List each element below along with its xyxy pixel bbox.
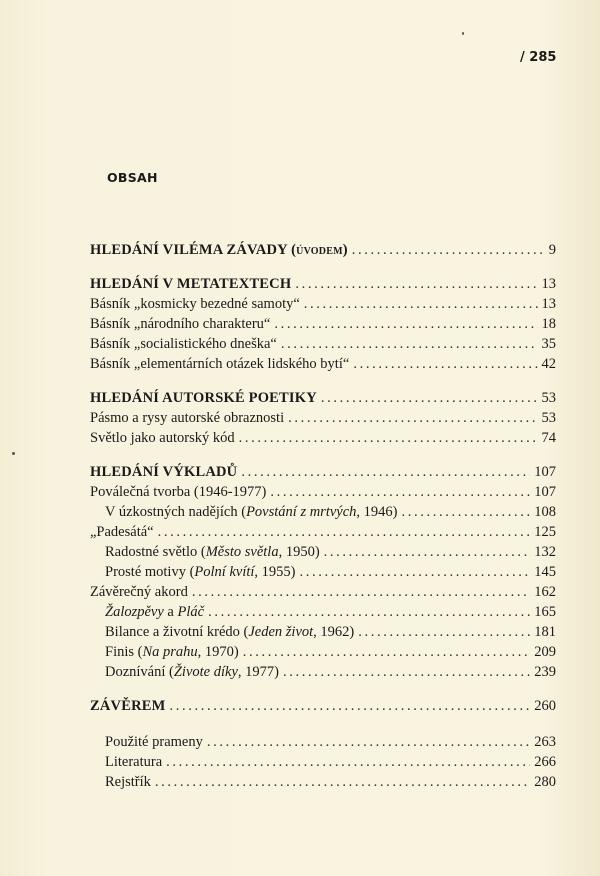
toc-chapter-row	[90, 274, 556, 294]
entry-text: Radostné světlo (	[105, 544, 206, 560]
toc-entry-title	[90, 696, 166, 716]
work-title: Jeden život	[248, 624, 314, 640]
toc-page-number: 266	[534, 754, 556, 770]
entry-text: V úzkostných nadějích (	[105, 504, 247, 520]
toc-page-number: 132	[534, 544, 556, 560]
toc-entry-title	[105, 622, 354, 642]
toc-entry-title	[105, 772, 151, 792]
entry-text: Básník „socialistického dneška“	[90, 336, 277, 352]
entry-text: Závěrečný akord	[90, 584, 188, 600]
entry-text: Použité prameny	[105, 734, 203, 750]
work-title: Žalozpěvy	[105, 604, 164, 620]
toc-page-number: 107	[534, 484, 556, 500]
contents-heading: OBSAH	[107, 170, 158, 185]
dot-leader	[358, 622, 530, 642]
entry-text: „Padesátá“	[90, 524, 154, 540]
toc-entry-title	[90, 428, 235, 448]
entry-text: Literatura	[105, 754, 163, 770]
toc-entry-row	[90, 408, 556, 428]
toc-entry-title	[105, 662, 279, 682]
toc-entry-title	[90, 240, 348, 260]
toc-entry-title	[90, 334, 277, 354]
page-number: / 285	[520, 50, 557, 65]
section-gap	[90, 374, 556, 388]
toc-entry-title	[90, 408, 284, 428]
work-title: Město světla	[205, 544, 279, 560]
dot-leader	[274, 314, 537, 334]
entry-text: HLEDÁNÍ V METATEXTECH	[90, 276, 292, 292]
entry-text: , 1950)	[278, 544, 320, 560]
dot-leader	[155, 772, 530, 792]
section-gap	[90, 716, 556, 732]
toc-page-number: 13	[541, 296, 556, 312]
entry-text: , 1977)	[237, 664, 279, 680]
toc-page-number: 165	[534, 604, 556, 620]
toc-entry-row	[90, 314, 556, 334]
toc-page-number: 181	[534, 624, 556, 640]
toc-entry-row	[90, 732, 556, 752]
dot-leader	[295, 274, 537, 294]
toc-entry-title	[90, 314, 270, 334]
toc-page-number: 9	[548, 242, 556, 258]
table-of-contents	[90, 240, 556, 792]
section-gap	[90, 260, 556, 274]
dot-leader	[207, 732, 530, 752]
entry-text: Prosté motivy (	[105, 564, 195, 580]
entry-text: Básník „národního charakteru“	[90, 316, 271, 332]
toc-entry-title	[105, 602, 204, 622]
toc-page-number: 74	[541, 430, 556, 446]
dot-leader	[241, 462, 530, 482]
toc-entry-row	[90, 602, 556, 622]
section-gap	[90, 448, 556, 462]
toc-entry-title	[105, 502, 398, 522]
toc-entry-title	[90, 274, 291, 294]
toc-entry-row	[90, 334, 556, 354]
toc-entry-row	[90, 622, 556, 642]
toc-page-number: 263	[534, 734, 556, 750]
toc-page-number: 35	[541, 336, 556, 352]
toc-page-number: 239	[534, 664, 556, 680]
toc-entry-row	[90, 562, 556, 582]
dot-leader	[353, 354, 537, 374]
dot-leader	[270, 482, 530, 502]
dot-leader	[321, 388, 538, 408]
dot-leader	[324, 542, 531, 562]
entry-text: HLEDÁNÍ AUTORSKÉ POETIKY	[90, 390, 317, 406]
toc-entry-row	[90, 772, 556, 792]
dot-leader	[281, 334, 538, 354]
toc-page-number: 260	[534, 698, 556, 714]
dot-leader	[288, 408, 537, 428]
entry-text: Básník „kosmicky bezedné samoty“	[90, 296, 300, 312]
toc-chapter-row	[90, 388, 556, 408]
dot-leader	[239, 428, 538, 448]
entry-text: , 1946)	[356, 504, 398, 520]
toc-entry-row	[90, 294, 556, 314]
work-title: Živote díky	[173, 664, 238, 680]
toc-page-number: 108	[534, 504, 556, 520]
toc-entry-title	[90, 582, 188, 602]
toc-entry-title	[90, 294, 300, 314]
toc-entry-title	[105, 732, 203, 752]
dot-leader	[352, 240, 545, 260]
toc-entry-title	[90, 522, 154, 542]
entry-text: Básník „elementárních otázek lidského bytí“	[90, 356, 350, 372]
toc-page-number: 107	[534, 464, 556, 480]
toc-chapter-row	[90, 696, 556, 716]
toc-entry-row	[90, 354, 556, 374]
dot-leader	[208, 602, 530, 622]
entry-text: Rejstřík	[105, 774, 151, 790]
entry-text: Pásmo a rysy autorské obraznosti	[90, 410, 285, 426]
dot-leader	[243, 642, 530, 662]
toc-page-number: 42	[541, 356, 556, 372]
toc-page-number: 18	[541, 316, 556, 332]
toc-entry-row	[90, 642, 556, 662]
dot-leader	[402, 502, 531, 522]
toc-entry-row	[90, 542, 556, 562]
print-speck	[12, 452, 15, 455]
dot-leader	[283, 662, 530, 682]
toc-entry-title	[105, 542, 320, 562]
toc-entry-row	[90, 752, 556, 772]
dot-leader	[170, 696, 531, 716]
toc-entry-title	[90, 482, 266, 502]
toc-page-number: 162	[534, 584, 556, 600]
toc-entry-title	[105, 752, 162, 772]
entry-text: ZÁVĚREM	[90, 698, 166, 714]
entry-text: Finis (	[105, 644, 143, 660]
dot-leader	[166, 752, 530, 772]
work-title: Na prahu	[142, 644, 198, 660]
dot-leader	[158, 522, 531, 542]
toc-page-number: 280	[534, 774, 556, 790]
toc-entry-row	[90, 482, 556, 502]
toc-entry-row	[90, 662, 556, 682]
section-gap	[90, 682, 556, 696]
toc-entry-title	[90, 462, 237, 482]
toc-page-number: 53	[541, 390, 556, 406]
toc-page-number: 53	[541, 410, 556, 426]
entry-text: HLEDÁNÍ VÝKLADŮ	[90, 464, 238, 480]
entry-text: a	[163, 604, 178, 620]
toc-page-number: 209	[534, 644, 556, 660]
entry-text: Bilance a životní krédo (	[105, 624, 249, 640]
toc-entry-title	[105, 562, 296, 582]
toc-entry-title	[105, 642, 239, 662]
entry-text: , 1970)	[197, 644, 239, 660]
entry-text: HLEDÁNÍ VILÉMA ZÁVADY (úvodem)	[90, 242, 348, 258]
toc-chapter-row	[90, 240, 556, 260]
toc-entry-row	[90, 428, 556, 448]
dot-leader	[192, 582, 530, 602]
toc-page-number: 125	[534, 524, 556, 540]
toc-page-number: 145	[534, 564, 556, 580]
entry-text: , 1955)	[254, 564, 296, 580]
toc-chapter-row	[90, 462, 556, 482]
entry-text: Doznívání (	[105, 664, 174, 680]
entry-text: Světlo jako autorský kód	[90, 430, 235, 446]
toc-entry-row	[90, 522, 556, 542]
work-title: Povstání z mrtvých	[246, 504, 357, 520]
toc-entry-title	[90, 354, 349, 374]
dot-leader	[304, 294, 538, 314]
print-speck	[462, 32, 464, 35]
dot-leader	[300, 562, 531, 582]
entry-text: Poválečná tvorba (1946-1977)	[90, 484, 267, 500]
work-title: Pláč	[177, 604, 205, 620]
toc-entry-row	[90, 502, 556, 522]
work-title: Polní kvítí	[194, 564, 255, 580]
toc-page-number: 13	[541, 276, 556, 292]
toc-entry-title	[90, 388, 317, 408]
toc-entry-row	[90, 582, 556, 602]
entry-text: , 1962)	[313, 624, 355, 640]
